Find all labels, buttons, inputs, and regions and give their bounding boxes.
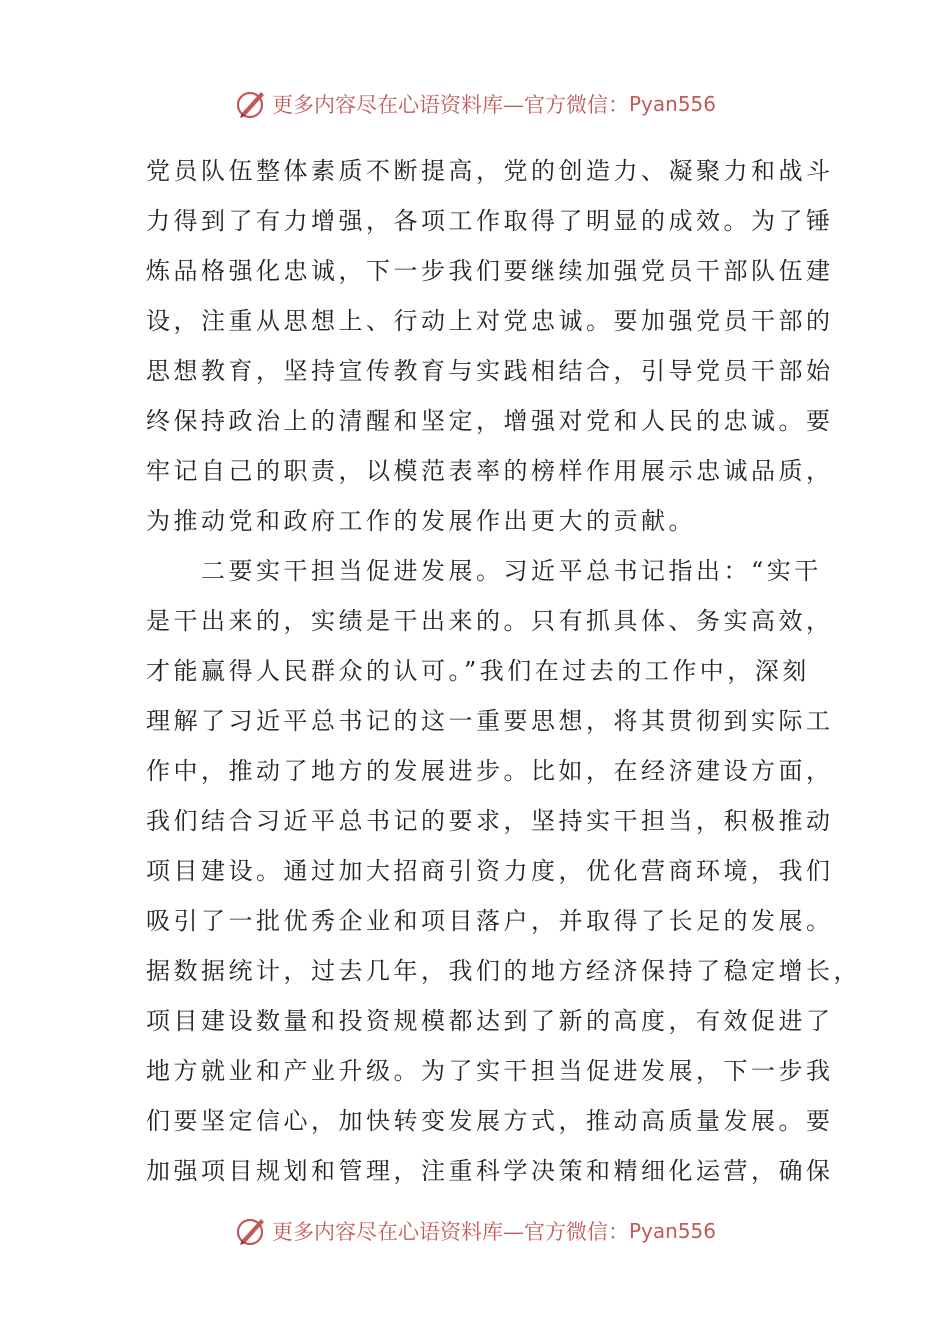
body-text [146, 146, 861, 1196]
header-watermark [0, 84, 950, 124]
footer-watermark-text: 更多内容尽在心语资料库—官方微信： [271, 1220, 629, 1244]
body-line: 是干出来的，实绩是干出来的。只有抓具体、务实高效， [146, 607, 834, 635]
body-line: 吸引了一批优秀企业和项目落户，并取得了长足的发展。 [146, 907, 834, 935]
header-wechat-id: Pyan556 [628, 92, 716, 116]
body-line: 设，注重从思想上、行动上对党忠诚。要加强党员干部的 [146, 307, 834, 335]
body-line: 二要实干担当促进发展。习近平总书记指出：“实干 [146, 557, 822, 585]
body-line: 炼品格强化忠诚，下一步我们要继续加强党员干部队伍建 [146, 257, 834, 285]
body-line: 项目建设数量和投资规模都达到了新的高度，有效促进了 [146, 1007, 834, 1035]
footer-watermark [0, 1211, 950, 1251]
body-line: 才能赢得人民群众的认可。”我们在过去的工作中，深刻 [146, 657, 810, 685]
body-line: 作中，推动了地方的发展进步。比如，在经济建设方面， [146, 757, 834, 785]
body-line: 加强项目规划和管理，注重科学决策和精细化运营，确保 [146, 1157, 834, 1185]
pen-circle-icon [234, 1214, 268, 1248]
body-line: 力得到了有力增强，各项工作取得了明显的成效。为了锤 [146, 207, 834, 235]
footer-wechat-id: Pyan556 [628, 1219, 716, 1243]
pen-circle-icon [234, 87, 268, 121]
header-watermark-text: 更多内容尽在心语资料库—官方微信： [271, 93, 629, 117]
body-line: 思想教育，坚持宣传教育与实践相结合，引导党员干部始 [146, 357, 834, 385]
body-line: 理解了习近平总书记的这一重要思想，将其贯彻到实际工 [146, 707, 834, 735]
body-line: 地方就业和产业升级。为了实干担当促进发展，下一步我 [146, 1057, 834, 1085]
body-line: 我们结合习近平总书记的要求，坚持实干担当，积极推动 [146, 807, 834, 835]
body-line: 们要坚定信心，加快转变发展方式，推动高质量发展。要 [146, 1107, 834, 1135]
body-line: 据数据统计，过去几年，我们的地方经济保持了稳定增长， [146, 957, 861, 985]
body-line: 牢记自己的职责，以模范表率的榜样作用展示忠诚品质， [146, 457, 834, 485]
body-line: 终保持政治上的清醒和坚定，增强对党和人民的忠诚。要 [146, 407, 834, 435]
body-line: 项目建设。通过加大招商引资力度，优化营商环境，我们 [146, 857, 834, 885]
body-line: 为推动党和政府工作的发展作出更大的贡献。 [146, 507, 696, 535]
body-line: 党员队伍整体素质不断提高，党的创造力、凝聚力和战斗 [146, 157, 834, 185]
